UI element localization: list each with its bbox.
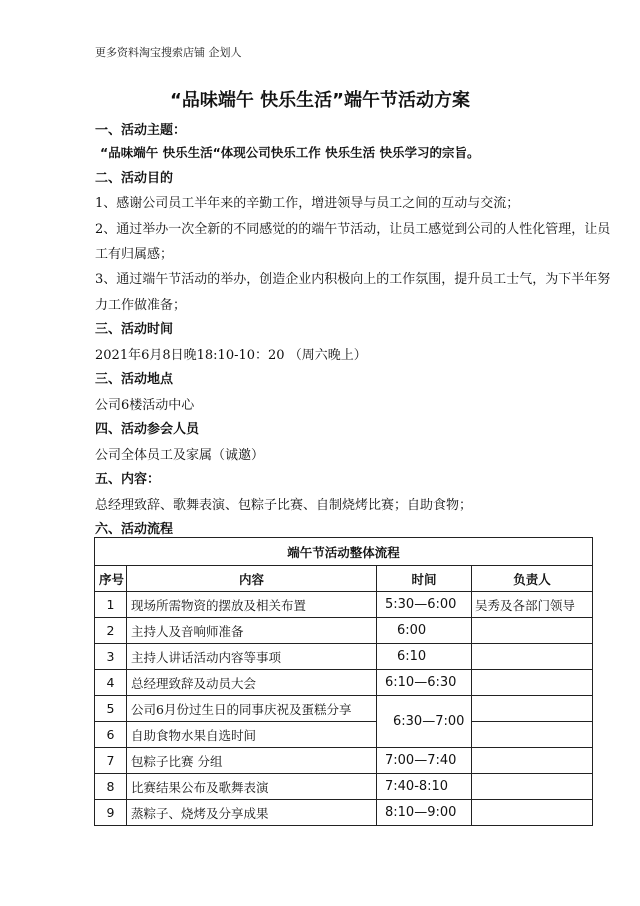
header-content: 内容: [127, 566, 377, 592]
table-row: [95, 722, 593, 748]
row-time: 6:10: [377, 644, 472, 670]
row-owner: [472, 696, 593, 722]
time-text: 2021年6月8日晚18:10-10：20 （周六晚上）: [95, 348, 367, 363]
row-content: 自助食物水果自选时间: [127, 722, 377, 748]
row-number: 1: [95, 592, 127, 618]
table-caption: 端午节活动整体流程: [95, 538, 593, 566]
row-owner: [472, 748, 593, 774]
row-number: 9: [95, 800, 127, 826]
purpose-item-2: 2、通过举办一次全新的不同感觉的的端午节活动，让员工感觉到公司的人性化管理，让员: [95, 222, 611, 237]
row-content: 现场所需物资的摆放及相关布置: [127, 592, 377, 618]
table-row: [95, 592, 593, 618]
row-number: 3: [95, 644, 127, 670]
row-time: 6:10—6:30: [377, 670, 472, 696]
row-time: 6:00: [377, 618, 472, 644]
row-content: 比赛结果公布及歌舞表演: [127, 774, 377, 800]
table-row: [95, 644, 593, 670]
row-content: 主持人及音响师准备: [127, 618, 377, 644]
table-row: [95, 748, 593, 774]
row-time: 5:30—6:00: [377, 592, 472, 618]
row-time: 8:10—9:00: [377, 800, 472, 826]
row-time: 7:40-8:10: [377, 774, 472, 800]
row-owner: [472, 800, 593, 826]
purpose-item-3-cont: 力工作做准备；: [95, 298, 187, 313]
row-number: 8: [95, 774, 127, 800]
purpose-item-2-cont: 工有归属感；: [95, 247, 174, 262]
row-content: 包粽子比赛 分组: [127, 748, 377, 774]
row-content: 总经理致辞及动员大会: [127, 670, 377, 696]
row-owner: [472, 774, 593, 800]
row-content: 蒸粽子、烧烤及分享成果: [127, 800, 377, 826]
row-number: 5: [95, 696, 127, 722]
time-heading: 三、活动时间: [95, 322, 174, 337]
row-content: 公司6月份过生日的同事庆祝及蛋糕分享: [127, 696, 377, 722]
row-time: 6:30—7:00: [377, 696, 472, 748]
row-time: 7:00—7:40: [377, 748, 472, 774]
place-heading: 三、活动地点: [95, 372, 174, 387]
purpose-item-3: 3、通过端午节活动的举办，创造企业内积极向上的工作氛围，提升员工士气，为下半年努: [95, 272, 611, 287]
row-number: 4: [95, 670, 127, 696]
theme-text: “品味端午 快乐生活“体现公司快乐工作 快乐生活 快乐学习的宗旨。: [100, 145, 480, 160]
row-owner: [472, 670, 593, 696]
page-title: “品味端午 快乐生活”端午节活动方案: [170, 90, 470, 111]
purpose-heading: 二、活动目的: [95, 171, 174, 186]
header-note: 更多资料淘宝搜索店铺 企划人: [95, 46, 242, 59]
row-owner: [472, 644, 593, 670]
content-text: 总经理致辞、歌舞表演、包粽子比赛、自制烧烤比赛；自助食物；: [95, 498, 473, 513]
row-owner: [472, 618, 593, 644]
table-header-row: [95, 566, 593, 592]
people-heading: 四、活动参会人员: [95, 422, 200, 437]
people-text: 公司全体员工及家属（诚邀）: [95, 448, 265, 463]
content-heading: 五、内容：: [95, 472, 161, 487]
row-number: 6: [95, 722, 127, 748]
purpose-item-1: 1、感谢公司员工半年来的辛勤工作，增进领导与员工之间的互动与交流；: [95, 196, 520, 211]
row-owner: 吴秀及各部门领导: [472, 592, 593, 618]
table-row: [95, 618, 593, 644]
row-number: 7: [95, 748, 127, 774]
table-row: [95, 800, 593, 826]
row-owner: [472, 722, 593, 748]
table-row: [95, 696, 593, 722]
row-content: 主持人讲话活动内容等事项: [127, 644, 377, 670]
row-number: 2: [95, 618, 127, 644]
header-time: 时间: [377, 566, 472, 592]
flow-heading: 六、活动流程: [95, 522, 174, 537]
table-row: [95, 774, 593, 800]
activity-flow-table: [94, 537, 593, 826]
header-owner: 负责人: [472, 566, 593, 592]
header-no: 序号: [95, 566, 127, 592]
table-row: [95, 670, 593, 696]
theme-heading: 一、活动主题：: [95, 123, 187, 138]
place-text: 公司6楼活动中心: [95, 398, 195, 413]
